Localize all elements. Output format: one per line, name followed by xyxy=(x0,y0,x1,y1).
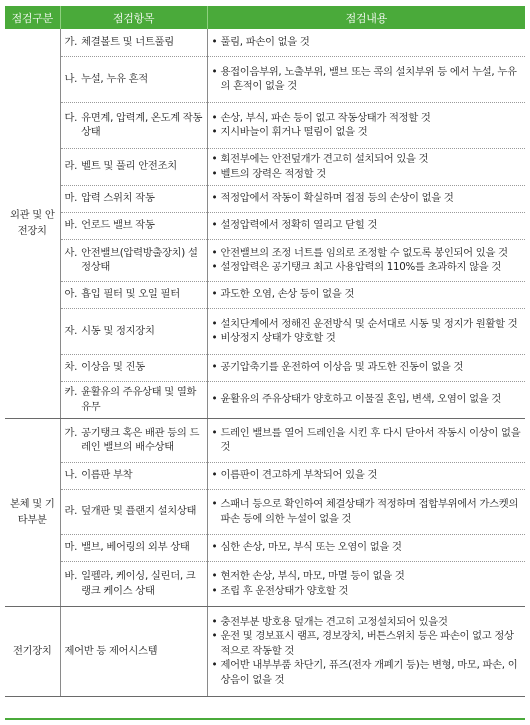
category-cell: 외관 및 안전장치 xyxy=(5,29,60,418)
content-cell xyxy=(207,212,525,239)
bottom-rule xyxy=(5,718,525,720)
item-cell xyxy=(60,102,207,148)
item-cell xyxy=(60,489,207,534)
content-text: 설정압력에서 정확히 열리고 닫힐 것 xyxy=(220,219,378,232)
table-row xyxy=(5,606,525,696)
item-number: 카. xyxy=(64,386,78,398)
content-text: 드레인 밸브를 열어 드레인을 시킨 후 다시 닫아서 작동시 이상이 없을것 xyxy=(220,426,521,453)
item-cell xyxy=(60,29,207,56)
item-label: 이상음 및 진동 xyxy=(81,361,145,374)
content-line xyxy=(212,468,522,483)
category-cell: 본체 및 기타부분 xyxy=(5,418,60,606)
item-number: 다. xyxy=(64,111,78,124)
table-row xyxy=(5,102,525,148)
bullet-icon: • xyxy=(211,192,218,205)
content-line xyxy=(212,191,522,206)
item-number: 라. xyxy=(64,160,78,173)
bullet-icon: • xyxy=(211,630,218,643)
table-row xyxy=(5,212,525,239)
content-cell xyxy=(207,354,525,381)
item-label: 제어반 등 제어시스템 xyxy=(64,644,158,657)
item-number: 라. xyxy=(64,505,78,518)
content-text: 과도한 오염, 손상 등이 없을 것 xyxy=(220,288,355,301)
content-line xyxy=(212,540,522,555)
bullet-icon: • xyxy=(211,426,218,439)
content-line xyxy=(212,246,522,261)
item-label: 안전밸브(압력방출장치) 설정상태 xyxy=(81,246,198,273)
content-text: 안전밸브의 조정 너트를 임의로 조정할 수 없도록 봉인되어 있을 것 xyxy=(220,246,508,259)
bullet-icon: • xyxy=(211,167,218,180)
content-line xyxy=(212,65,522,94)
bullet-icon: • xyxy=(211,469,218,482)
item-number: 나. xyxy=(64,469,78,482)
table-row xyxy=(5,281,525,308)
content-line xyxy=(212,569,522,584)
content-line xyxy=(212,497,522,526)
item-cell xyxy=(60,239,207,281)
table-row xyxy=(5,308,525,354)
item-label: 언로드 밸브 작동 xyxy=(81,219,155,232)
header-content: 점검내용 xyxy=(207,6,525,29)
bullet-icon: • xyxy=(211,393,218,406)
table-row xyxy=(5,489,525,534)
content-line xyxy=(212,125,522,140)
content-line xyxy=(212,287,522,302)
content-cell xyxy=(207,462,525,489)
content-line xyxy=(212,629,522,658)
item-number: 가. xyxy=(64,36,78,48)
content-cell xyxy=(207,606,525,696)
category-cell: 전기장치 xyxy=(5,606,60,696)
content-cell xyxy=(207,29,525,56)
content-line xyxy=(212,317,522,332)
item-number: 나. xyxy=(64,72,78,85)
item-number: 바. xyxy=(64,570,78,582)
item-label: 밸브, 베어링의 외부 상태 xyxy=(81,541,190,554)
content-text: 용접이음부위, 노출부위, 밸브 또는 콕의 설치부위 등 에서 누설, 누유의 흔적이 없을 것 xyxy=(220,65,517,92)
item-cell xyxy=(60,606,207,696)
content-text: 충전부분 방호용 덮개는 견고히 고정설치되어 있을것 xyxy=(220,615,448,628)
item-cell xyxy=(60,418,207,462)
bullet-icon: • xyxy=(211,261,218,273)
header-item: 점검항목 xyxy=(60,6,207,29)
bullet-icon: • xyxy=(211,332,218,344)
bullet-icon: • xyxy=(211,659,218,672)
table-row xyxy=(5,381,525,418)
content-cell xyxy=(207,281,525,308)
bullet-icon: • xyxy=(211,36,218,48)
item-label: 공기탱크 혹은 배관 등의 드레인 밸브의 배수상태 xyxy=(81,426,200,453)
bullet-icon: • xyxy=(211,317,218,330)
content-line xyxy=(212,658,522,687)
content-line xyxy=(212,331,522,346)
content-line xyxy=(212,392,522,407)
content-line xyxy=(212,615,522,630)
content-text: 비상정지 상태가 양호할 것 xyxy=(220,332,336,344)
item-cell xyxy=(60,185,207,212)
item-label: 윤활유의 주유상태 및 열화유무 xyxy=(81,386,197,413)
item-label: 벨트 및 풀리 안전조치 xyxy=(81,160,177,173)
content-line xyxy=(212,360,522,375)
bullet-icon: • xyxy=(211,361,218,374)
item-cell xyxy=(60,561,207,606)
content-text: 설치단계에서 정해진 운전방식 및 순서대로 시동 및 정지가 원활할 것 xyxy=(220,317,518,330)
bullet-icon: • xyxy=(211,288,218,301)
table-row xyxy=(5,418,525,462)
item-number: 아. xyxy=(64,288,78,301)
content-line xyxy=(212,426,522,455)
item-label: 압력 스위치 작동 xyxy=(81,192,155,205)
table-body xyxy=(5,29,525,696)
table-row xyxy=(5,561,525,606)
content-line xyxy=(212,152,522,167)
table-row xyxy=(5,534,525,561)
content-text: 현저한 손상, 부식, 마모, 마멸 등이 없을 것 xyxy=(220,570,405,582)
item-label: 시동 및 정지장치 xyxy=(81,324,155,337)
table-row xyxy=(5,239,525,281)
table-row xyxy=(5,185,525,212)
content-text: 공기압축기를 운전하여 이상음 및 과도한 진동이 없을 것 xyxy=(220,361,464,374)
item-cell xyxy=(60,212,207,239)
item-number: 마. xyxy=(64,541,78,554)
item-number: 바. xyxy=(64,219,78,232)
table-row xyxy=(5,56,525,102)
inspection-table xyxy=(5,6,525,697)
bullet-icon: • xyxy=(211,65,218,78)
item-label: 이름판 부착 xyxy=(81,469,133,482)
content-text: 손상, 부식, 파손 등이 없고 작동상태가 적정할 것 xyxy=(220,111,431,124)
table-header xyxy=(5,6,525,29)
bullet-icon: • xyxy=(211,541,218,554)
bullet-icon: • xyxy=(211,153,218,165)
item-label: 일펠라, 케이싱, 실린더, 크랭크 케이스 상태 xyxy=(81,570,196,597)
table-row xyxy=(5,29,525,56)
bullet-icon: • xyxy=(211,615,218,628)
content-text: 이름판이 견고하게 부착되어 있을 것 xyxy=(220,469,378,482)
content-cell xyxy=(207,489,525,534)
header-category: 점검구분 xyxy=(5,6,60,29)
bullet-icon: • xyxy=(211,126,218,138)
content-cell xyxy=(207,561,525,606)
bullet-icon: • xyxy=(211,246,218,259)
content-cell xyxy=(207,102,525,148)
content-text: 제어반 내부부품 차단기, 퓨즈(전자 개폐기 등)는 변형, 마모, 파손, 이상음이 없을 것 xyxy=(220,659,518,686)
bullet-icon: • xyxy=(211,111,218,124)
content-line xyxy=(212,260,522,275)
table-row xyxy=(5,148,525,185)
item-cell xyxy=(60,381,207,418)
content-cell xyxy=(207,308,525,354)
item-cell xyxy=(60,148,207,185)
content-text: 적정압에서 작동이 확실하며 접점 등의 손상이 없을 것 xyxy=(220,192,454,205)
content-text: 운전 및 경보표시 램프, 경보장치, 버튼스위치 등은 파손이 없고 정상적으로 작동할 것 xyxy=(220,630,514,657)
item-number: 자. xyxy=(64,324,78,337)
content-text: 조립 후 운전상태가 양호할 것 xyxy=(220,584,349,597)
content-cell xyxy=(207,56,525,102)
item-number: 마. xyxy=(64,192,78,205)
content-text: 회전부에는 안전덮개가 견고히 설치되어 있을 것 xyxy=(220,153,429,165)
item-label: 덮개판 및 플랜지 설치상태 xyxy=(81,505,197,518)
table-row xyxy=(5,354,525,381)
content-text: 벨트의 장력은 적정할 것 xyxy=(220,167,326,180)
content-text: 풀림, 파손이 없을 것 xyxy=(220,36,310,48)
content-text: 스패너 등으로 확인하여 체결상태가 적정하며 접합부위에서 가스켓의 파손 등에 의한 누설이 없을 것 xyxy=(220,498,519,525)
item-cell xyxy=(60,308,207,354)
item-cell xyxy=(60,534,207,561)
item-label: 누설, 누유 흔적 xyxy=(81,72,148,85)
content-cell xyxy=(207,185,525,212)
item-cell xyxy=(60,56,207,102)
bullet-icon: • xyxy=(211,570,218,582)
content-cell xyxy=(207,148,525,185)
item-number: 사. xyxy=(64,246,78,259)
content-cell xyxy=(207,418,525,462)
content-line xyxy=(212,35,522,50)
content-cell xyxy=(207,239,525,281)
bullet-icon: • xyxy=(211,498,218,510)
item-cell xyxy=(60,354,207,381)
content-line xyxy=(212,111,522,126)
content-line xyxy=(212,584,522,599)
content-text: 설정압력은 공기탱크 최고 사용압력의 110%를 초과하지 않을 것 xyxy=(220,261,502,273)
bullet-icon: • xyxy=(211,219,218,232)
item-number: 가. xyxy=(64,426,78,439)
content-text: 윤활유의 주유상태가 양호하고 이물질 혼입, 변색, 오염이 없을 것 xyxy=(220,393,502,406)
content-line xyxy=(212,218,522,233)
content-text: 지시바늘이 휘거나 떨림이 없을 것 xyxy=(220,126,368,138)
content-cell xyxy=(207,381,525,418)
table-row xyxy=(5,462,525,489)
content-text: 심한 손상, 마모, 부식 또는 오염이 없을 것 xyxy=(220,541,402,554)
bullet-icon: • xyxy=(211,584,218,597)
item-label: 체결볼트 및 너트풀림 xyxy=(81,36,174,48)
item-cell xyxy=(60,462,207,489)
item-number: 차. xyxy=(64,361,78,374)
item-cell xyxy=(60,281,207,308)
content-cell xyxy=(207,534,525,561)
item-label: 유면계, 압력계, 온도계 작동상태 xyxy=(81,111,203,138)
item-label: 흡입 필터 및 오일 필터 xyxy=(81,288,180,301)
content-line xyxy=(212,167,522,182)
